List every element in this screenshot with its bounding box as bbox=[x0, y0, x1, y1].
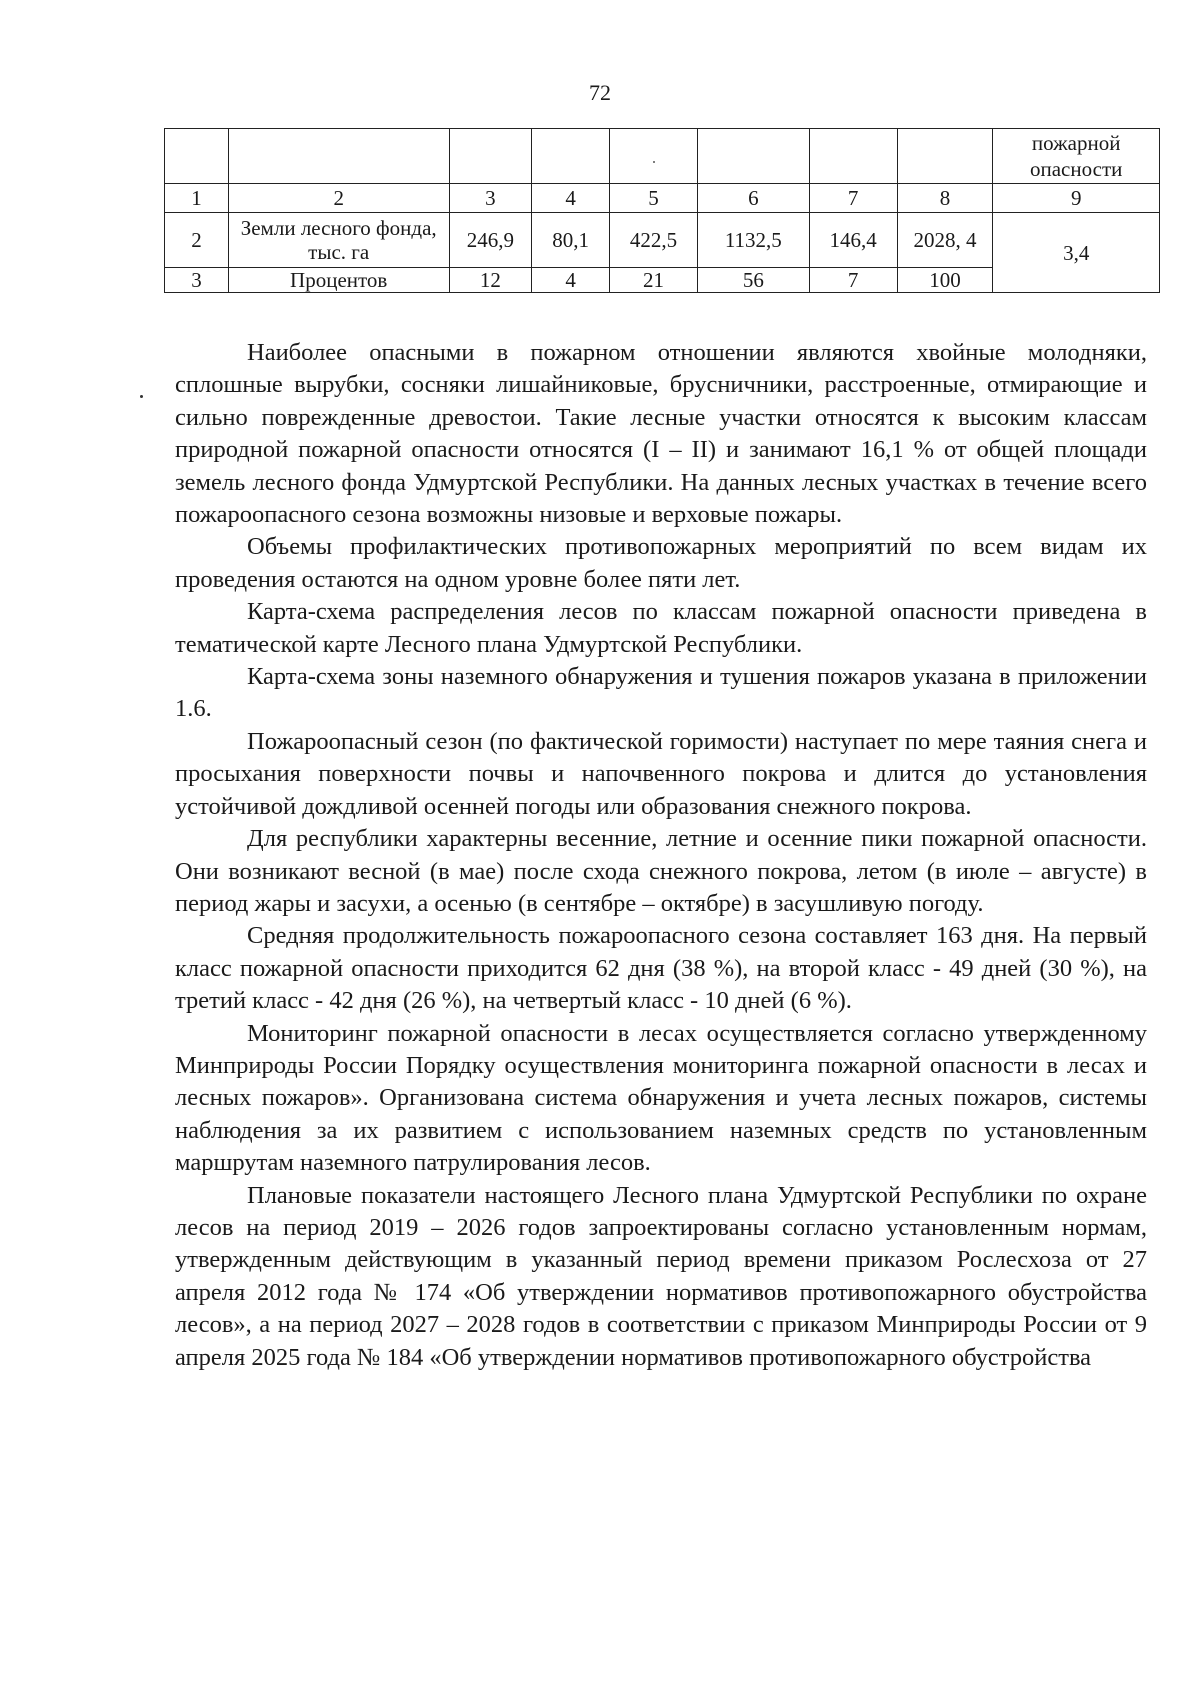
table-header-fire-danger: пожарной опасности bbox=[993, 129, 1160, 184]
table-cell bbox=[449, 129, 532, 184]
column-number: 6 bbox=[697, 184, 809, 213]
paragraph: Для республики характерны весенние, летние и осенние пики пожарной опасности. Они возникают весной (в мае) после схода снежного покрова, летом (в июле – августе) в период жары и засухи, а осенью (в сентябре – октябре) в засушливую погоду. bbox=[175, 825, 1147, 917]
column-number: 2 bbox=[228, 184, 449, 213]
row-label: Земли лесного фонда, тыс. га bbox=[228, 213, 449, 268]
table-cell bbox=[165, 129, 229, 184]
column-number: 3 bbox=[449, 184, 532, 213]
column-number: 4 bbox=[532, 184, 610, 213]
column-number: 7 bbox=[809, 184, 897, 213]
column-number: 9 bbox=[993, 184, 1160, 213]
forest-fire-class-table bbox=[164, 128, 1160, 293]
table-cell: 422,5 bbox=[610, 213, 698, 268]
paragraph: Плановые показатели настоящего Лесного плана Удмуртской Республики по охране лесов на период 2019 – 2026 годов запроектированы согласно установленным нормам, утвержденным действующим в указанный период времени приказом Рослесхоза от 27 апреля 2012 года № 174 «Об утверждении нормативов противопожарного обустройства лесов», а на период 2027 – 2028 годов в соответствии с приказом Минприроды России от 9 апреля 2025 года № 184 «Об утверждении нормативов противопожарного обустройства bbox=[175, 1181, 1147, 1371]
table-cell bbox=[897, 129, 993, 184]
paragraph: Средняя продолжительность пожароопасного сезона составляет 163 дня. На первый класс пожарной опасности приходится 62 дня (38 %), на второй класс - 49 дней (30 %), на третий класс - 42 дня (26 %), на четвертый класс - 10 дней (6 %). bbox=[175, 922, 1147, 1015]
row-number: 2 bbox=[165, 213, 229, 268]
scan-dot bbox=[653, 161, 655, 163]
table-cell: 7 bbox=[809, 268, 897, 293]
table-cell: 246,9 bbox=[449, 213, 532, 268]
table-cell: 100 bbox=[897, 268, 993, 293]
table-cell: 1132,5 bbox=[697, 213, 809, 268]
table-header-row bbox=[165, 129, 1160, 184]
table-cell bbox=[532, 129, 610, 184]
table-cell: 146,4 bbox=[809, 213, 897, 268]
table-cell bbox=[228, 129, 449, 184]
row-label: Процентов bbox=[228, 268, 449, 293]
paragraph: Пожароопасный сезон (по фактической горимости) наступает по мере таяния снега и просыхания поверхности почвы и напочвенного покрова и длится до установления устойчивой дождливой осенней погоды или образования снежного покрова. bbox=[175, 727, 1147, 820]
body-text bbox=[175, 337, 1147, 1374]
column-number: 8 bbox=[897, 184, 993, 213]
table-cell: 4 bbox=[532, 268, 610, 293]
scan-dot bbox=[140, 395, 143, 398]
table-cell: 21 bbox=[610, 268, 698, 293]
paragraph: Наиболее опасными в пожарном отношении являются хвойные молодняки, сплошные вырубки, сосняки лишайниковые, брусничники, расстроенные, отмирающие и сильно поврежденные древостои. Такие лесные участки относятся к высоким классам природной пожарной опасности относятся (I – II) и занимают 16,1 % от общей площади земель лесного фонда Удмуртской Республики. На данных лесных участках в течение всего пожароопасного сезона возможны низовые и верховые пожары. bbox=[175, 339, 1147, 529]
table-cell: 2028, 4 bbox=[897, 213, 993, 268]
page-number: 72 bbox=[589, 80, 611, 105]
column-number: 5 bbox=[610, 184, 698, 213]
table-cell bbox=[610, 129, 698, 184]
table-row bbox=[165, 213, 1160, 268]
paragraph: Карта-схема зоны наземного обнаружения и тушения пожаров указана в приложении 1.6. bbox=[175, 663, 1147, 723]
table-cell-merged: 3,4 bbox=[993, 213, 1160, 293]
table-cell bbox=[697, 129, 809, 184]
table-cell: 56 bbox=[697, 268, 809, 293]
paragraph: Мониторинг пожарной опасности в лесах осуществляется согласно утвержденному Минприроды России Порядку осуществления мониторинга пожарной опасности в лесах и лесных пожаров». Организована система обнаружения и учета лесных пожаров, системы наблюдения за их развитием с использованием наземных средств по установленным маршрутам наземного патрулирования лесов. bbox=[175, 1019, 1147, 1177]
row-number: 3 bbox=[165, 268, 229, 293]
table-column-number-row bbox=[165, 184, 1160, 213]
paragraph: Объемы профилактических противопожарных мероприятий по всем видам их проведения остаются на одном уровне более пяти лет. bbox=[175, 533, 1147, 593]
table-cell: 12 bbox=[449, 268, 532, 293]
table-cell bbox=[809, 129, 897, 184]
column-number: 1 bbox=[165, 184, 229, 213]
table-cell: 80,1 bbox=[532, 213, 610, 268]
paragraph: Карта-схема распределения лесов по классам пожарной опасности приведена в тематической карте Лесного плана Удмуртской Республики. bbox=[175, 598, 1147, 658]
